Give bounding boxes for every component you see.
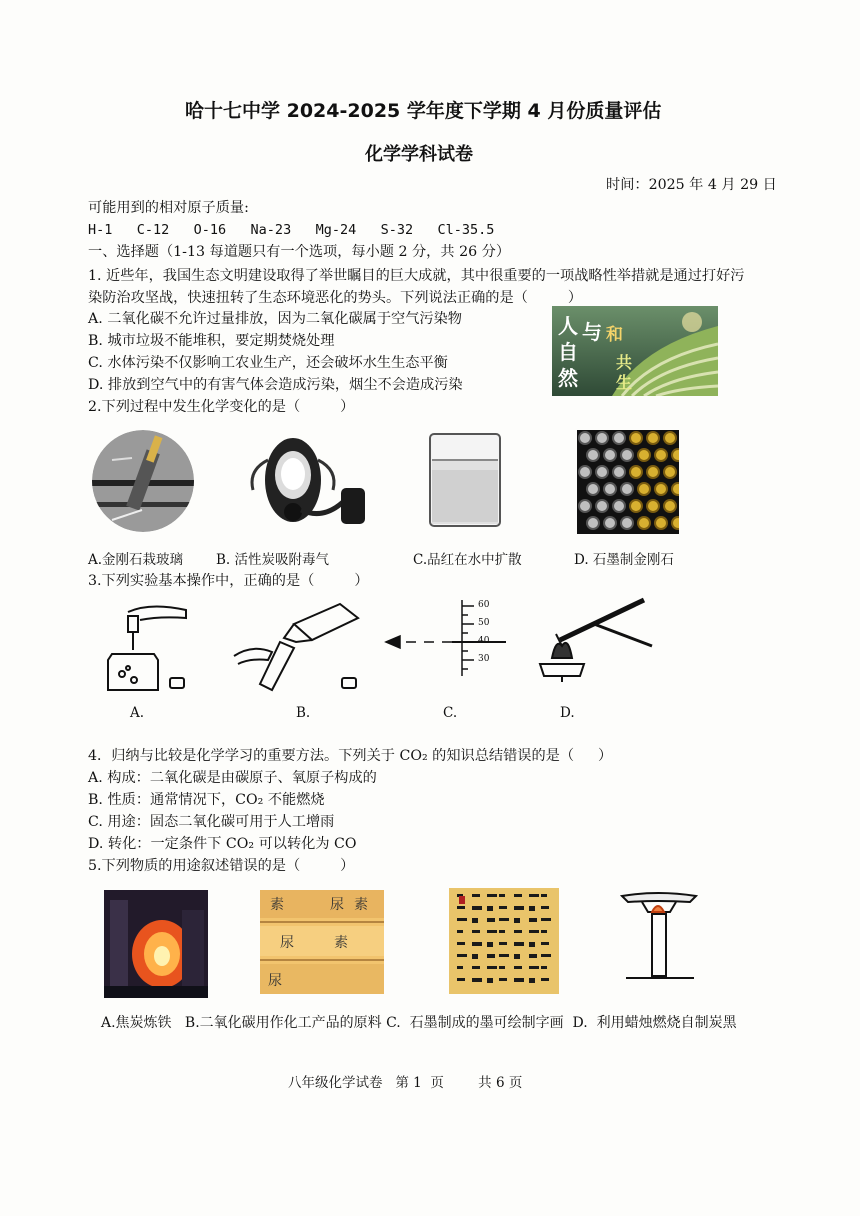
- calligraphy-image: [449, 888, 559, 994]
- q1-stem-line2: 染防治攻坚战，快速扭转了生态环境恶化的势头。下列说法正确的是（ ）: [88, 290, 583, 306]
- q1-option-c: C. 水体污染不仅影响工农业生产，还会破坏水生生态平衡: [88, 355, 448, 371]
- q5-captions: A.焦炭炼铁 B.二氧化碳用作化工产品的原料 C. 石墨制成的墨可绘制字画 D. 利用蜡烛燃烧自制炭黑: [101, 1015, 737, 1031]
- reading-graduated-cylinder-image: [382, 598, 512, 678]
- page-footer: 八年级化学试卷 第 1 页 共 6 页: [288, 1075, 523, 1091]
- coke-iron-smelting-image: [104, 890, 208, 998]
- pouring-liquid-image: [232, 598, 366, 694]
- candle-carbon-black-image: [618, 888, 700, 982]
- urea-bags-image: [260, 890, 384, 994]
- section-title: 一、选择题（1-13 每道题只有一个选项，每小题 2 分，共 26 分）: [88, 244, 511, 260]
- poster-char: 自: [558, 340, 578, 364]
- bag-label: 素: [334, 935, 348, 951]
- q4-option-d: D. 转化：一定条件下 CO₂ 可以转化为 CO: [88, 836, 357, 852]
- q4-option-c: C. 用途：固态二氧化碳可用于人工增雨: [88, 814, 335, 830]
- q2-stem: 2.下列过程中发生化学变化的是（ ）: [88, 399, 355, 415]
- q4-stem: 4．归纳与比较是化学学习的重要方法。下列关于 CO₂ 的知识总结错误的是（ ）: [88, 748, 613, 764]
- q3-label-c: C.: [443, 705, 458, 721]
- heating-test-tube-image: [534, 594, 656, 684]
- q4-option-a: A. 构成：二氧化碳是由碳原子、氧原子构成的: [88, 770, 377, 786]
- q1-stem-line1: 1. 近些年，我国生态文明建设取得了举世瞩目的巨大成就，其中很重要的一项战略性举措就是通过打好污: [88, 268, 745, 284]
- graphite-diamond-image: [577, 430, 679, 534]
- q3-label-b: B.: [296, 705, 311, 721]
- poster-char: 然: [558, 366, 578, 390]
- harmony-poster-image: [552, 306, 718, 396]
- q2-caption-d: D. 石墨制金刚石: [574, 552, 674, 568]
- glass-cutting-image: [92, 430, 194, 532]
- poster-char: 与: [582, 320, 602, 344]
- gas-mask-image: [243, 430, 375, 534]
- poster-char: 人: [558, 314, 578, 338]
- bag-label: 素: [354, 897, 368, 913]
- poster-char: 和: [606, 325, 623, 345]
- q2-caption-c: C.品红在水中扩散: [413, 552, 522, 568]
- bag-label: 尿: [268, 973, 282, 989]
- exam-time: 时间：2025 年 4 月 29 日: [606, 177, 777, 193]
- q1-option-b: B. 城市垃圾不能堆积，要定期焚烧处理: [88, 333, 335, 349]
- bag-label: 尿: [330, 897, 344, 913]
- q3-stem: 3.下列实验基本操作中，正确的是（ ）: [88, 573, 369, 589]
- bag-label: 尿: [280, 935, 294, 951]
- q1-option-d: D. 排放到空气中的有害气体会造成污染，烟尘不会造成污染: [88, 377, 463, 393]
- scale-label: 60: [478, 600, 490, 610]
- atomic-mass-values: H-1 C-12 O-16 Na-23 Mg-24 S-32 Cl-35.5: [88, 222, 495, 238]
- q2-caption-b: B. 活性炭吸附毒气: [216, 552, 330, 568]
- q2-caption-a: A.金刚石栽玻璃: [88, 552, 184, 568]
- q1-option-a: A. 二氧化碳不允许过量排放，因为二氧化碳属于空气污染物: [88, 311, 462, 327]
- q3-label-d: D.: [560, 705, 575, 721]
- scale-label: 30: [478, 654, 490, 664]
- dropper-bottle-image: [100, 598, 200, 694]
- poster-char: 共: [616, 353, 633, 372]
- q5-stem: 5.下列物质的用途叙述错误的是（ ）: [88, 858, 355, 874]
- exam-title: 哈十七中学 2024-2025 学年度下学期 4 月份质量评估: [185, 100, 662, 122]
- beaker-water-image: [424, 430, 508, 530]
- bag-label: 素: [270, 897, 284, 913]
- atomic-mass-label: 可能用到的相对原子质量:: [88, 200, 249, 216]
- q3-label-a: A.: [130, 705, 145, 721]
- scale-label: 40: [478, 636, 490, 646]
- poster-char: 生: [616, 373, 633, 392]
- scale-label: 50: [478, 618, 490, 628]
- q4-option-b: B. 性质：通常情况下，CO₂ 不能燃烧: [88, 792, 325, 808]
- exam-subtitle: 化学学科试卷: [365, 144, 473, 165]
